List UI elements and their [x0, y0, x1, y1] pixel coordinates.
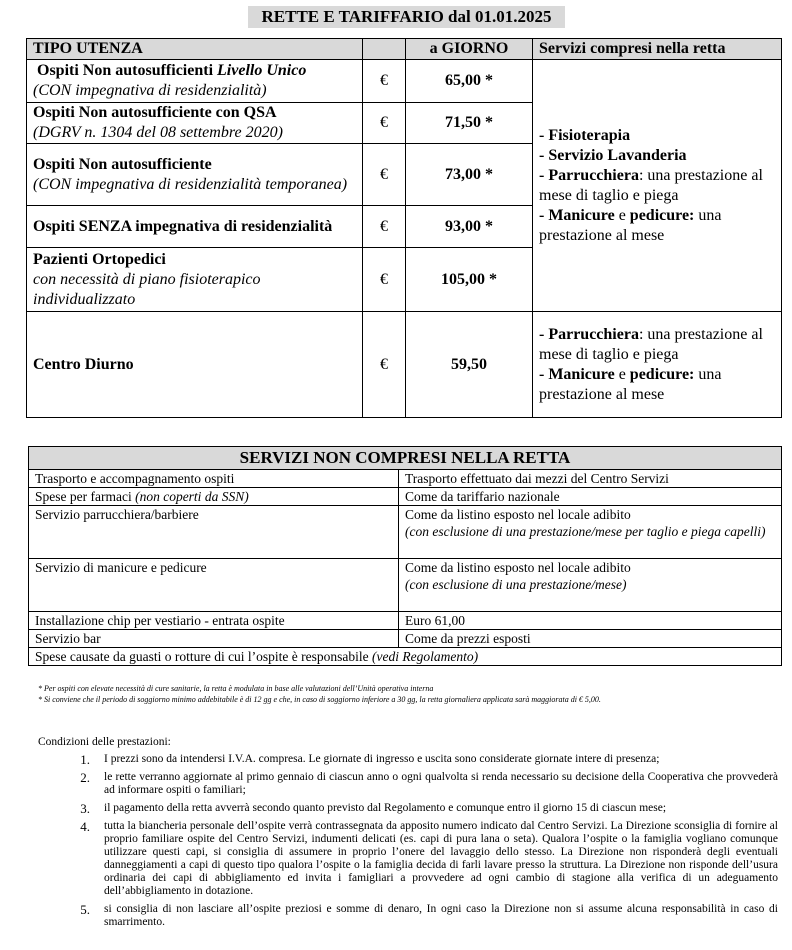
cost-label: Come da prezzi esposti: [405, 631, 531, 646]
rate-name-cell: [27, 60, 363, 103]
rate-sub: (CON impegnativa di residenzialità temporanea): [33, 175, 348, 193]
rate-price: 59,50: [406, 312, 533, 418]
condition-text: tutta la biancheria personale dell’ospite verrà contrassegnata da apposito numero indicato dal Centro Servizi. La Direzione sconsiglia di fornire al proprio familiare ospite del Centro Servizi, indumenti delicati (es. capi di pura lana o seta). Qualora l’ospite o la famiglia vogliano comunque utilizzare questi capi, si consiglia di assumere in proprio l’onere del lavaggio dello stesso. La Direzione non risponderà degli eventuali danneggiamenti a capi di questo tipo qualora l’ospite o la famiglia decida di farli lavare presso la struttura. La Direzione non risponde dell’usura ordinaria dei capi di abbigliamento ed invita i famigliari a provvedere ad ogni cambio di stagione alla verifica di un adeguamento dell’abbigliamento in dotazione.: [104, 820, 778, 897]
included-services-day: [533, 312, 782, 418]
extras-row: [29, 470, 782, 488]
conditions: [38, 736, 778, 934]
included-services-residential: [533, 60, 782, 312]
extras-cost: [399, 506, 782, 559]
rate-sub: (DGRV n. 1304 del 08 settembre 2020): [33, 124, 283, 141]
footnote: * Si conviene che il periodo di soggiorno minimo addebitabile è di 12 gg e che, in caso di soggiorno inferiore a 30 gg, la retta giornaliera applicata sarà maggiorata di € 5,00.: [38, 695, 601, 704]
conditions-list: [38, 753, 778, 929]
extras-cost: [399, 559, 782, 612]
included-item-text: e: [614, 365, 630, 383]
service-label: Installazione chip per vestiario - entrata ospite: [35, 613, 285, 628]
cost-note: (con esclusione di una prestazione/mese per taglio e piega capelli): [405, 524, 766, 539]
extras-row: [29, 648, 782, 666]
rate-name-level: Livello Unico: [217, 62, 307, 79]
responsibility-text: Spese causate da guasti o rotture di cui l’ospite è responsabile: [35, 649, 373, 664]
service-label: Servizio bar: [35, 631, 101, 646]
rate-name: Centro Diurno: [33, 355, 134, 373]
condition-text: I prezzi sono da intendersi I.V.A. compresa. Le giornate di ingresso e uscita sono considerate giornate intere di presenza;: [104, 753, 660, 765]
extras-row: [29, 612, 782, 630]
extras-responsibility: [29, 648, 782, 666]
condition-item: [38, 771, 778, 797]
included-item-bold: - Parrucchiera: [539, 166, 639, 184]
cost-label: Trasporto effettuato dai mezzi del Centro Servizi: [405, 471, 669, 486]
rate-price: 71,50 *: [406, 103, 533, 144]
condition-item: [38, 820, 778, 898]
rate-name: Ospiti Non autosufficiente con QSA: [33, 104, 277, 121]
cost-label: Euro 61,00: [405, 613, 465, 628]
cost-label: Come da listino esposto nel locale adibito: [405, 560, 631, 575]
rate-name-cell: [27, 248, 363, 312]
rate-name-cell: [27, 206, 363, 248]
condition-number: 5.: [80, 902, 90, 917]
extras-row: [29, 506, 782, 559]
extras-row: [29, 488, 782, 506]
condition-number: 3.: [80, 801, 90, 816]
conditions-title: Condizioni delle prestazioni:: [38, 736, 171, 748]
rate-name-cell: [27, 144, 363, 206]
extras-cost: [399, 488, 782, 506]
rates-table: [26, 38, 782, 418]
service-label: Servizio di manicure e pedicure: [35, 560, 207, 575]
condition-text: il pagamento della retta avverrà secondo quanto previsto dal Regolamento e comunque entro il giorno 15 di ciascun mese;: [104, 802, 667, 814]
rate-sub: (CON impegnativa di residenzialità): [33, 82, 267, 99]
extras-table: [28, 446, 782, 666]
rates-header-row: [27, 39, 782, 60]
rate-name: Pazienti Ortopedici: [33, 250, 166, 268]
currency: €: [363, 248, 406, 312]
extras-row: [29, 630, 782, 648]
currency: €: [363, 312, 406, 418]
cost-note: (con esclusione di una prestazione/mese): [405, 577, 627, 592]
included-item-bold: pedicure:: [629, 206, 695, 224]
included-item-bold: - Parrucchiera: [539, 325, 639, 343]
included-item: [539, 365, 775, 405]
currency: €: [363, 103, 406, 144]
header-daily: a GIORNO: [406, 39, 533, 60]
rate-name-cell: [27, 312, 363, 418]
included-item-text: una prestazione al mese: [539, 206, 722, 244]
extras-service: [29, 559, 399, 612]
included-item: - Servizio Lavanderia: [539, 146, 687, 164]
cost-label: Come da listino esposto nel locale adibito: [405, 507, 631, 522]
condition-item: [38, 753, 778, 766]
included-item-bold: pedicure:: [629, 365, 695, 383]
rate-sub: con necessità di piano fisioterapico individualizzato: [33, 270, 261, 308]
included-item-text: una prestazione al mese: [539, 365, 722, 403]
condition-number: 2.: [80, 770, 90, 785]
condition-item: [38, 802, 778, 815]
service-note: (non coperti da SSN): [135, 489, 249, 504]
condition-text: si consiglia di non lasciare all’ospite preziosi e somme di denaro, In ogni caso la Direzione non si assume alcuna responsabilità in caso di smarrimento.: [104, 903, 778, 928]
extras-cost: [399, 470, 782, 488]
extras-cost: [399, 630, 782, 648]
currency: €: [363, 206, 406, 248]
condition-text: le rette verranno aggiornate al primo gennaio di ciascun anno o ogni qualvolta si renda necessario su decisione della Cooperativa che provvederà ad informare ospiti o familiari;: [104, 771, 778, 796]
included-item-text: : una prestazione al mese di taglio e piega: [539, 325, 763, 363]
rate-price: 105,00 *: [406, 248, 533, 312]
condition-item: [38, 903, 778, 929]
included-item-bold: - Manicure: [539, 365, 615, 383]
extras-cost: [399, 612, 782, 630]
extras-service: [29, 488, 399, 506]
condition-number: 1.: [80, 752, 90, 767]
included-item-text: : una prestazione al mese di taglio e piega: [539, 166, 763, 204]
condition-number: 4.: [80, 819, 90, 834]
extras-service: [29, 506, 399, 559]
service-label: Servizio parrucchiera/barbiere: [35, 507, 199, 522]
currency: €: [363, 144, 406, 206]
rate-name: Ospiti Non autosufficienti: [37, 62, 214, 79]
header-included: Servizi compresi nella retta: [533, 39, 782, 60]
extras-header-row: [29, 447, 782, 470]
rate-price: 65,00 *: [406, 60, 533, 103]
header-type: TIPO UTENZA: [27, 39, 363, 60]
extras-service: [29, 630, 399, 648]
included-item: [539, 166, 775, 206]
page-title: RETTE E TARIFFARIO dal 01.01.2025: [248, 6, 565, 28]
currency: €: [363, 60, 406, 103]
extras-row: [29, 559, 782, 612]
service-label: Spese per farmaci: [35, 489, 136, 504]
rate-price: 73,00 *: [406, 144, 533, 206]
rate-name: Ospiti Non autosufficiente: [33, 155, 212, 173]
cost-label: Come da tariffario nazionale: [405, 489, 560, 504]
included-item: [539, 206, 775, 246]
extras-service: [29, 612, 399, 630]
included-item: - Fisioterapia: [539, 126, 631, 144]
header-blank: [363, 39, 406, 60]
rate-row: [27, 60, 782, 103]
rate-name-cell: [27, 103, 363, 144]
responsibility-note: (vedi Regolamento): [372, 649, 479, 664]
included-item-text: e: [614, 206, 630, 224]
footnotes: [38, 683, 601, 705]
rate-row: [27, 312, 782, 418]
included-item-bold: - Manicure: [539, 206, 615, 224]
rate-name: Ospiti SENZA impegnativa di residenzialità: [33, 217, 333, 235]
footnote: * Per ospiti con elevate necessità di cure sanitarie, la retta è modulata in base alle valutazioni dell’Unità operativa interna: [38, 684, 434, 693]
included-item: [539, 325, 775, 365]
rate-price: 93,00 *: [406, 206, 533, 248]
service-label: Trasporto e accompagnamento ospiti: [35, 471, 235, 486]
extras-service: [29, 470, 399, 488]
extras-header: SERVIZI NON COMPRESI NELLA RETTA: [29, 447, 782, 470]
